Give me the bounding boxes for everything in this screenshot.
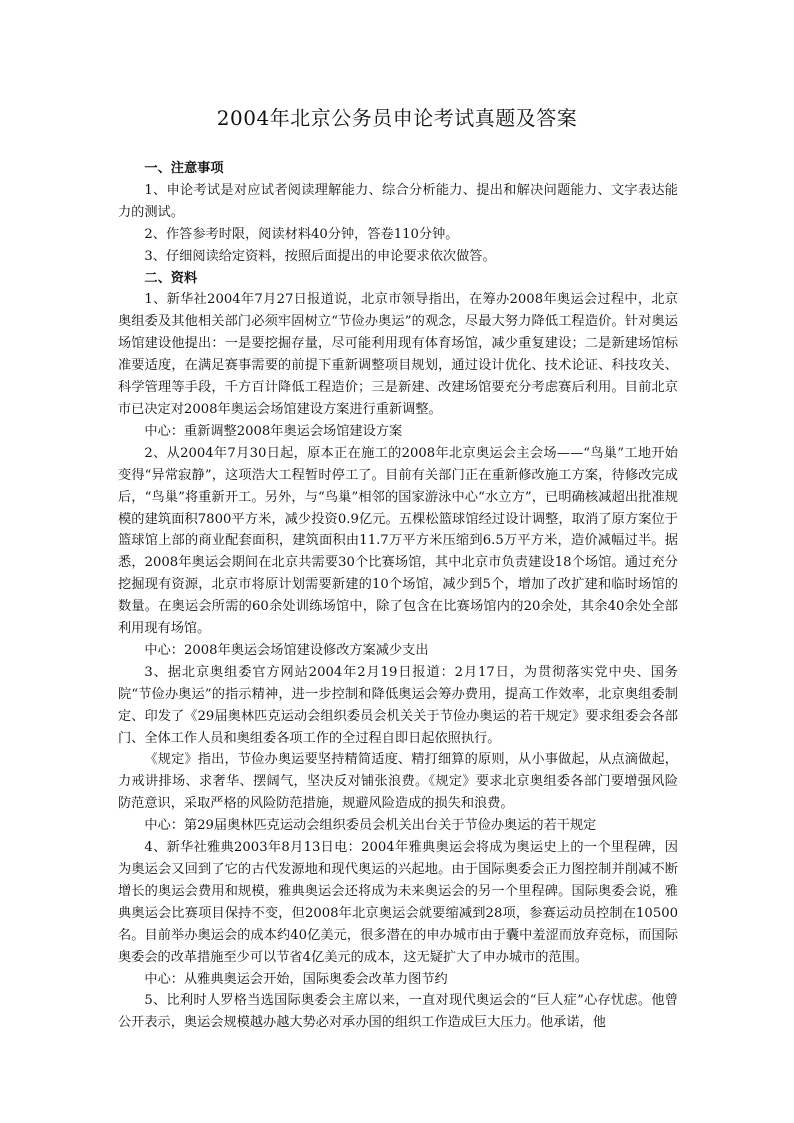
- paragraph: 中心：重新调整2008年奥运会场馆建设方案: [144, 423, 403, 439]
- paragraph: 3、据北京奥组委官方网站2004年2月19日报道：2月17日，为贯彻落实党中央、国务院“节俭办奥运”的指示精神，进一步控制和降低奥运会筹办费用，提高工作效率，北京奥组委制定、印发了《29届奥林匹克运动会组织委员会机关关于节俭办奥运的若干规定》要求组委会各部门、全体工作人员和奥组委各项工作的全过程自即日起依照执行。: [118, 664, 678, 746]
- paragraph: 1、新华社2004年7月27日报道说，北京市领导指出，在筹办2008年奥运会过程中，北京奥组委及其他相关部门必须牢固树立“节俭办奥运”的观念，尽最大努力降低工程造价。针对奥运场馆建设他提出：一是要挖掘存量，尽可能利用现有体育场馆，减少重复建设；二是新建场馆标准要适度，在满足赛事需要的前提下重新调整项目规划，通过设计优化、技术论证、科技攻关、科学管理等手段，千方百计降低工程造价；三是新建、改建场馆要充分考虑赛后利用。目前北京市已决定对2008年奥运会场馆建设方案进行重新调整。: [118, 292, 678, 417]
- paragraph: 2、从2004年7月30日起，原本正在施工的2008年北京奥运会主会场——“鸟巢”工地开始变得“异常寂静”，这项浩大工程暂时停工了。目前有关部门正在重新修改施工方案，待修改完成后，“鸟巢”将重新开工。另外，与“鸟巢”相邻的国家游泳中心“水立方”，已明确核减超出批准规模的建筑面积7800平方米，减少投资0.9亿元。五棵松篮球馆经过设计调整，取消了原方案位于篮球馆上部的商业配套面积，建筑面积由11.7万平方米压缩到6.5万平方米，造价减幅过半。据悉，2008年奥运会期间在北京共需要30个比赛场馆，其中北京市负责建设18个场馆。通过充分挖掘现有资源，北京市将原计划需要新建的10个场馆，减少到5个，增加了改扩建和临时场馆的数量。在奥运会所需的60余处训练场馆中，除了包含在比赛场馆内的20余处，其余40余处全部利用现有场馆。: [118, 445, 678, 637]
- paragraph: 1、申论考试是对应试者阅读理解能力、综合分析能力、提出和解决问题能力、文字表达能力的测试。: [118, 182, 678, 220]
- document-title: 2004年北京公务员申论考试真题及答案: [216, 106, 578, 130]
- paragraph: 4、新华社雅典2003年8月13日电：2004年雅典奥运会将成为奥运史上的一个里程碑，因为奥运会又回到了它的古代发源地和现代奥运的兴起地。由于国际奥委会正力图控制并削减不断增长的奥运会费用和规模，雅典奥运会还将成为未来奥运会的另一个里程碑。国际奥委会说，雅典奥运会比赛项目保持不变，但2008年北京奥运会就要缩减到28项，参赛运动员控制在10500名。目前举办奥运会的成本约40亿美元，很多潜在的申办城市由于囊中羞涩而放弃竞标，而国际奥委会的改革措施至少可以节省4亿美元的成本，这无疑扩大了申办城市的范围。: [118, 840, 678, 965]
- section-heading: 一、注意事项: [144, 161, 224, 176]
- paragraph: 5、比利时人罗格当选国际奥委会主席以来，一直对现代奥运会的“巨人症”心存忧虑。他曾公开表示，奥运会规模越办越大势必对承办国的组织工作造成巨大压力。他承诺，他: [118, 993, 678, 1031]
- paragraph: 中心：第29届奥林匹克运动会组织委员会机关出台关于节俭办奥运的若干规定: [144, 818, 597, 834]
- paragraph: 中心：从雅典奥运会开始，国际奥委会改革力图节约: [144, 971, 448, 987]
- document-body: [118, 158, 678, 1034]
- section-heading: 二、资料: [144, 270, 198, 286]
- paragraph: 3、仔细阅读给定资料，按照后面提出的申论要求依次做答。: [144, 248, 496, 264]
- paragraph: 中心：2008年奥运会场馆建设修改方案减少支出: [144, 642, 429, 658]
- paragraph: 《规定》指出，节俭办奥运要坚持精简适度、精打细算的原则，从小事做起，从点滴做起，力戒讲排场、求奢华、摆阔气，坚决反对铺张浪费。《规定》要求北京奥组委各部门要增强风险防范意识，采取严格的风险防范措施，规避风险造成的损失和浪费。: [118, 752, 678, 812]
- paragraph: 2、作答参考时限，阅读材料40分钟，答卷110分钟。: [144, 226, 459, 242]
